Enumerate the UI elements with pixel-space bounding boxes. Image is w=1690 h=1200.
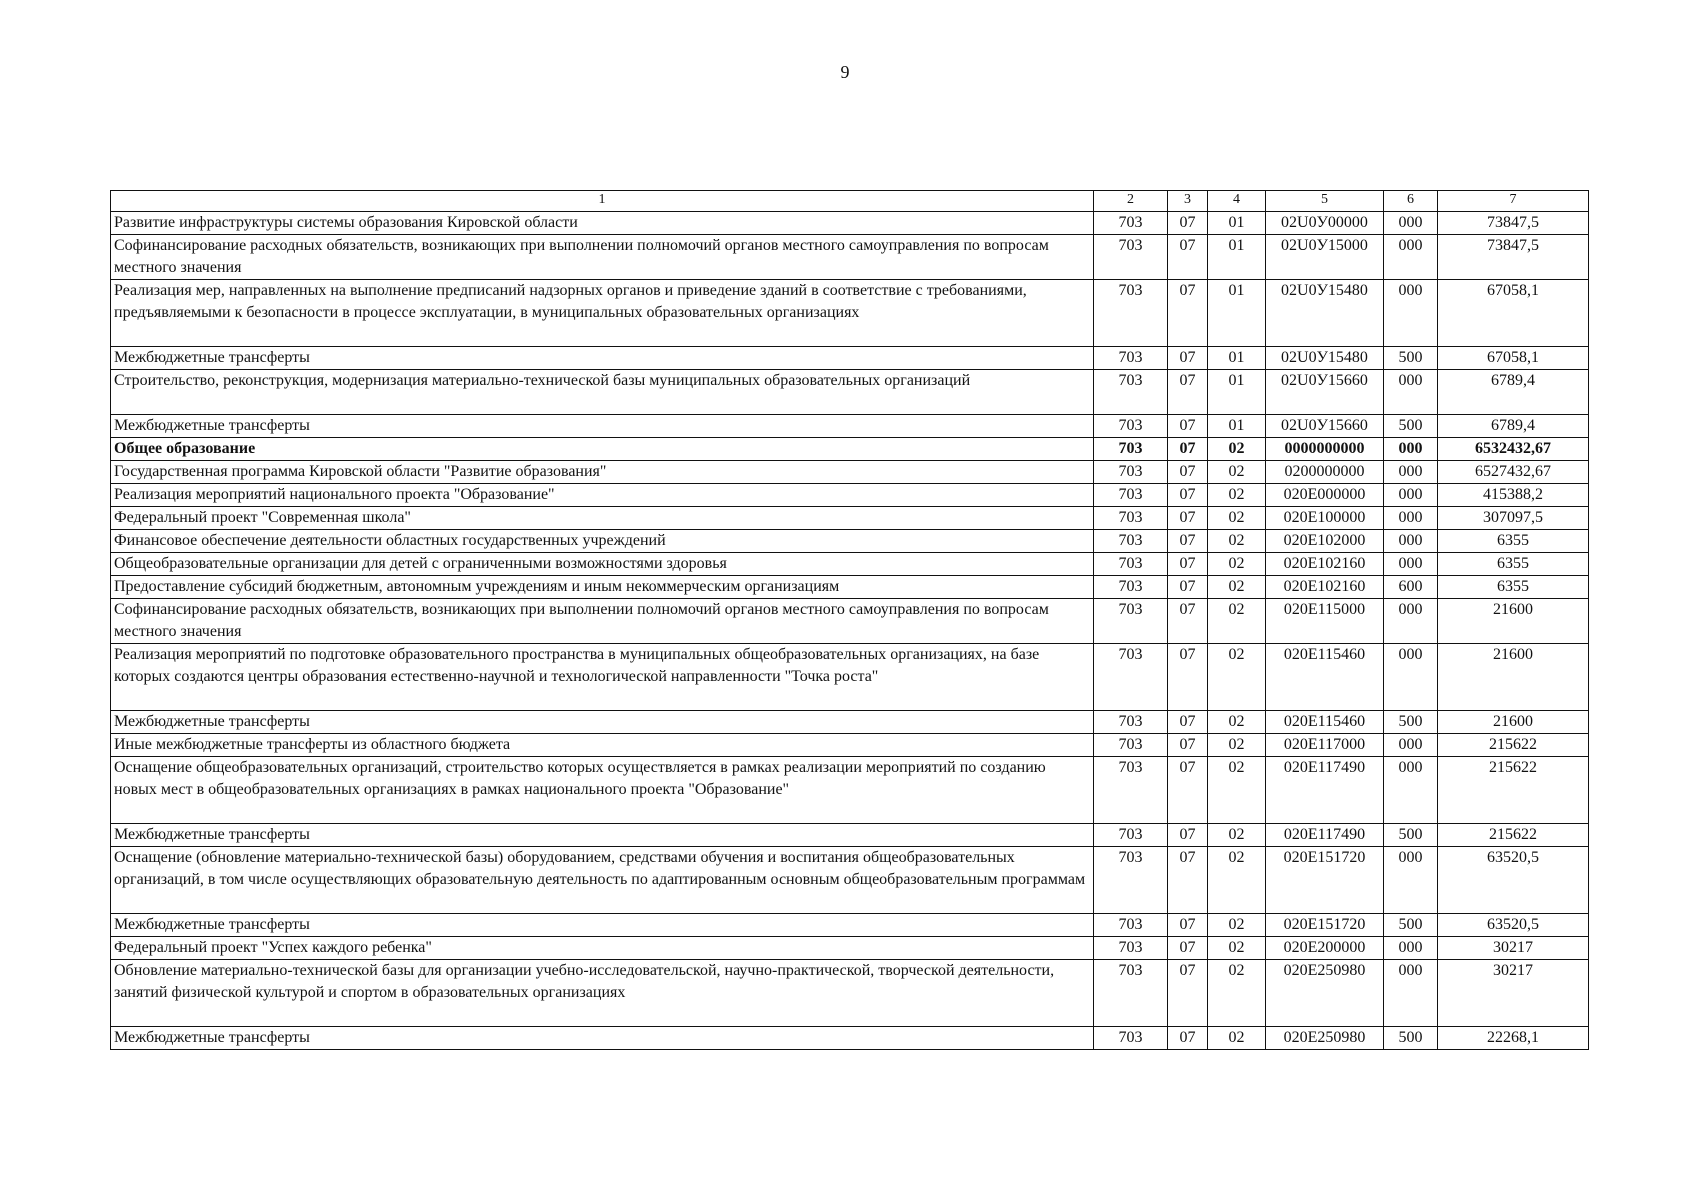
table-row bbox=[111, 644, 1589, 711]
row-name-cell: Межбюджетные трансферты bbox=[111, 914, 1094, 937]
amount-cell: 6789,4 bbox=[1438, 415, 1589, 438]
expense-type-cell: 000 bbox=[1384, 212, 1438, 235]
subsection-code-cell: 02 bbox=[1208, 937, 1266, 960]
amount-cell: 215622 bbox=[1438, 757, 1589, 824]
table-row bbox=[111, 212, 1589, 235]
expense-type-cell: 000 bbox=[1384, 484, 1438, 507]
expense-type-cell: 500 bbox=[1384, 914, 1438, 937]
row-name-cell: Строительство, реконструкция, модернизация материально-технической базы муниципальных образовательных организаций bbox=[111, 370, 1094, 415]
row-name-cell: Реализация мер, направленных на выполнение предписаний надзорных органов и приведение зданий в соответствие с требованиями, предъявляемыми к безопасности в процессе эксплуатации, в муниципальных образовательных организациях bbox=[111, 280, 1094, 347]
department-code-cell: 703 bbox=[1094, 937, 1168, 960]
row-name-cell: Предоставление субсидий бюджетным, автономным учреждениям и иным некоммерческим организациям bbox=[111, 576, 1094, 599]
row-name-cell: Общеобразовательные организации для детей с ограниченными возможностями здоровья bbox=[111, 553, 1094, 576]
section-code-cell: 07 bbox=[1168, 757, 1208, 824]
section-code-cell: 07 bbox=[1168, 484, 1208, 507]
table-row bbox=[111, 438, 1589, 461]
amount-cell: 67058,1 bbox=[1438, 347, 1589, 370]
department-code-cell: 703 bbox=[1094, 757, 1168, 824]
expense-type-cell: 000 bbox=[1384, 847, 1438, 914]
column-header: 4 bbox=[1208, 191, 1266, 212]
table-row bbox=[111, 370, 1589, 415]
expense-type-cell: 500 bbox=[1384, 1027, 1438, 1050]
section-code-cell: 07 bbox=[1168, 370, 1208, 415]
section-code-cell: 07 bbox=[1168, 212, 1208, 235]
subsection-code-cell: 01 bbox=[1208, 212, 1266, 235]
row-name-cell: Федеральный проект "Успех каждого ребенка" bbox=[111, 937, 1094, 960]
row-name-cell: Межбюджетные трансферты bbox=[111, 711, 1094, 734]
amount-cell: 6532432,67 bbox=[1438, 438, 1589, 461]
expense-type-cell: 500 bbox=[1384, 415, 1438, 438]
amount-cell: 73847,5 bbox=[1438, 235, 1589, 280]
department-code-cell: 703 bbox=[1094, 644, 1168, 711]
expense-type-cell: 000 bbox=[1384, 438, 1438, 461]
amount-cell: 22268,1 bbox=[1438, 1027, 1589, 1050]
section-code-cell: 07 bbox=[1168, 847, 1208, 914]
subsection-code-cell: 02 bbox=[1208, 507, 1266, 530]
table-row bbox=[111, 553, 1589, 576]
section-code-cell: 07 bbox=[1168, 937, 1208, 960]
target-article-cell: 02U0У15480 bbox=[1266, 347, 1384, 370]
section-code-cell: 07 bbox=[1168, 576, 1208, 599]
table-row bbox=[111, 757, 1589, 824]
column-header: 1 bbox=[111, 191, 1094, 212]
target-article-cell: 020E151720 bbox=[1266, 914, 1384, 937]
department-code-cell: 703 bbox=[1094, 280, 1168, 347]
row-name-cell: Обновление материально-технической базы для организации учебно-исследовательской, научно-практической, творческой деятельности, занятий физической культурой и спортом в образовательных организациях bbox=[111, 960, 1094, 1027]
amount-cell: 63520,5 bbox=[1438, 847, 1589, 914]
target-article-cell: 020E117490 bbox=[1266, 824, 1384, 847]
table-row bbox=[111, 461, 1589, 484]
target-article-cell: 020E200000 bbox=[1266, 937, 1384, 960]
table-row bbox=[111, 280, 1589, 347]
expense-type-cell: 500 bbox=[1384, 347, 1438, 370]
row-name-cell: Оснащение (обновление материально-технической базы) оборудованием, средствами обучения и воспитания общеобразовательных организаций, в том числе осуществляющих образовательную деятельность по адаптированным основным общеобразовательным программам bbox=[111, 847, 1094, 914]
subsection-code-cell: 02 bbox=[1208, 484, 1266, 507]
section-code-cell: 07 bbox=[1168, 1027, 1208, 1050]
subsection-code-cell: 02 bbox=[1208, 711, 1266, 734]
subsection-code-cell: 02 bbox=[1208, 530, 1266, 553]
target-article-cell: 020E100000 bbox=[1266, 507, 1384, 530]
amount-cell: 30217 bbox=[1438, 960, 1589, 1027]
target-article-cell: 0000000000 bbox=[1266, 438, 1384, 461]
row-name-cell: Иные межбюджетные трансферты из областного бюджета bbox=[111, 734, 1094, 757]
table-row bbox=[111, 711, 1589, 734]
section-code-cell: 07 bbox=[1168, 280, 1208, 347]
expense-type-cell: 500 bbox=[1384, 711, 1438, 734]
row-name-cell: Межбюджетные трансферты bbox=[111, 415, 1094, 438]
table-row bbox=[111, 824, 1589, 847]
column-header: 5 bbox=[1266, 191, 1384, 212]
row-name-cell: Реализация мероприятий по подготовке образовательного пространства в муниципальных общеобразовательных организациях, на базе которых создаются центры образования естественно-научной и технологической направленности "Точка роста" bbox=[111, 644, 1094, 711]
section-code-cell: 07 bbox=[1168, 553, 1208, 576]
row-name-cell: Общее образование bbox=[111, 438, 1094, 461]
amount-cell: 215622 bbox=[1438, 824, 1589, 847]
department-code-cell: 703 bbox=[1094, 824, 1168, 847]
table-row bbox=[111, 937, 1589, 960]
expense-type-cell: 000 bbox=[1384, 599, 1438, 644]
amount-cell: 307097,5 bbox=[1438, 507, 1589, 530]
department-code-cell: 703 bbox=[1094, 576, 1168, 599]
amount-cell: 6527432,67 bbox=[1438, 461, 1589, 484]
target-article-cell: 020E102160 bbox=[1266, 553, 1384, 576]
subsection-code-cell: 01 bbox=[1208, 347, 1266, 370]
expense-type-cell: 000 bbox=[1384, 461, 1438, 484]
department-code-cell: 703 bbox=[1094, 1027, 1168, 1050]
target-article-cell: 02U0У15000 bbox=[1266, 235, 1384, 280]
column-header: 7 bbox=[1438, 191, 1589, 212]
subsection-code-cell: 02 bbox=[1208, 576, 1266, 599]
expense-type-cell: 000 bbox=[1384, 235, 1438, 280]
target-article-cell: 020E115000 bbox=[1266, 599, 1384, 644]
section-code-cell: 07 bbox=[1168, 347, 1208, 370]
row-name-cell: Межбюджетные трансферты bbox=[111, 824, 1094, 847]
section-code-cell: 07 bbox=[1168, 235, 1208, 280]
subsection-code-cell: 02 bbox=[1208, 599, 1266, 644]
target-article-cell: 020E117490 bbox=[1266, 757, 1384, 824]
column-header: 6 bbox=[1384, 191, 1438, 212]
expense-type-cell: 000 bbox=[1384, 734, 1438, 757]
subsection-code-cell: 02 bbox=[1208, 438, 1266, 461]
section-code-cell: 07 bbox=[1168, 530, 1208, 553]
department-code-cell: 703 bbox=[1094, 347, 1168, 370]
section-code-cell: 07 bbox=[1168, 644, 1208, 711]
row-name-cell: Реализация мероприятий национального проекта "Образование" bbox=[111, 484, 1094, 507]
target-article-cell: 020E115460 bbox=[1266, 711, 1384, 734]
table-row bbox=[111, 847, 1589, 914]
expense-type-cell: 000 bbox=[1384, 370, 1438, 415]
department-code-cell: 703 bbox=[1094, 914, 1168, 937]
table-row bbox=[111, 415, 1589, 438]
subsection-code-cell: 02 bbox=[1208, 1027, 1266, 1050]
amount-cell: 215622 bbox=[1438, 734, 1589, 757]
department-code-cell: 703 bbox=[1094, 438, 1168, 461]
expense-type-cell: 000 bbox=[1384, 644, 1438, 711]
row-name-cell: Софинансирование расходных обязательств, возникающих при выполнении полномочий органов местного самоуправления по вопросам местного значения bbox=[111, 599, 1094, 644]
table-row bbox=[111, 960, 1589, 1027]
row-name-cell: Оснащение общеобразовательных организаций, строительство которых осуществляется в рамках реализации мероприятий по созданию новых мест в общеобразовательных организациях в рамках национального проекта "Образование" bbox=[111, 757, 1094, 824]
amount-cell: 6355 bbox=[1438, 553, 1589, 576]
table-row bbox=[111, 530, 1589, 553]
department-code-cell: 703 bbox=[1094, 734, 1168, 757]
subsection-code-cell: 02 bbox=[1208, 757, 1266, 824]
section-code-cell: 07 bbox=[1168, 461, 1208, 484]
column-header: 2 bbox=[1094, 191, 1168, 212]
row-name-cell: Межбюджетные трансферты bbox=[111, 1027, 1094, 1050]
section-code-cell: 07 bbox=[1168, 824, 1208, 847]
amount-cell: 6355 bbox=[1438, 576, 1589, 599]
expense-type-cell: 000 bbox=[1384, 530, 1438, 553]
expense-type-cell: 000 bbox=[1384, 757, 1438, 824]
target-article-cell: 020E102160 bbox=[1266, 576, 1384, 599]
table-row bbox=[111, 734, 1589, 757]
amount-cell: 415388,2 bbox=[1438, 484, 1589, 507]
section-code-cell: 07 bbox=[1168, 415, 1208, 438]
amount-cell: 73847,5 bbox=[1438, 212, 1589, 235]
expense-type-cell: 600 bbox=[1384, 576, 1438, 599]
target-article-cell: 020E250980 bbox=[1266, 960, 1384, 1027]
row-name-cell: Финансовое обеспечение деятельности областных государственных учреждений bbox=[111, 530, 1094, 553]
target-article-cell: 020E115460 bbox=[1266, 644, 1384, 711]
expense-type-cell: 000 bbox=[1384, 553, 1438, 576]
table-row bbox=[111, 235, 1589, 280]
target-article-cell: 020E250980 bbox=[1266, 1027, 1384, 1050]
amount-cell: 21600 bbox=[1438, 644, 1589, 711]
department-code-cell: 703 bbox=[1094, 599, 1168, 644]
department-code-cell: 703 bbox=[1094, 484, 1168, 507]
row-name-cell: Федеральный проект "Современная школа" bbox=[111, 507, 1094, 530]
department-code-cell: 703 bbox=[1094, 461, 1168, 484]
target-article-cell: 02U0У00000 bbox=[1266, 212, 1384, 235]
row-name-cell: Развитие инфраструктуры системы образования Кировской области bbox=[111, 212, 1094, 235]
section-code-cell: 07 bbox=[1168, 914, 1208, 937]
target-article-cell: 02U0У15480 bbox=[1266, 280, 1384, 347]
subsection-code-cell: 02 bbox=[1208, 644, 1266, 711]
table-row bbox=[111, 1027, 1589, 1050]
subsection-code-cell: 01 bbox=[1208, 415, 1266, 438]
expense-type-cell: 000 bbox=[1384, 507, 1438, 530]
expense-type-cell: 000 bbox=[1384, 280, 1438, 347]
table-row bbox=[111, 507, 1589, 530]
department-code-cell: 703 bbox=[1094, 711, 1168, 734]
subsection-code-cell: 02 bbox=[1208, 960, 1266, 1027]
section-code-cell: 07 bbox=[1168, 438, 1208, 461]
target-article-cell: 02U0У15660 bbox=[1266, 415, 1384, 438]
expense-type-cell: 000 bbox=[1384, 937, 1438, 960]
section-code-cell: 07 bbox=[1168, 599, 1208, 644]
department-code-cell: 703 bbox=[1094, 415, 1168, 438]
row-name-cell: Межбюджетные трансферты bbox=[111, 347, 1094, 370]
amount-cell: 21600 bbox=[1438, 711, 1589, 734]
table-row bbox=[111, 347, 1589, 370]
target-article-cell: 02U0У15660 bbox=[1266, 370, 1384, 415]
subsection-code-cell: 01 bbox=[1208, 280, 1266, 347]
target-article-cell: 020E102000 bbox=[1266, 530, 1384, 553]
table-header-row bbox=[111, 191, 1589, 212]
table-row bbox=[111, 914, 1589, 937]
amount-cell: 6355 bbox=[1438, 530, 1589, 553]
expense-type-cell: 000 bbox=[1384, 960, 1438, 1027]
table-row bbox=[111, 576, 1589, 599]
subsection-code-cell: 02 bbox=[1208, 847, 1266, 914]
amount-cell: 6789,4 bbox=[1438, 370, 1589, 415]
row-name-cell: Государственная программа Кировской области "Развитие образования" bbox=[111, 461, 1094, 484]
department-code-cell: 703 bbox=[1094, 847, 1168, 914]
target-article-cell: 020E117000 bbox=[1266, 734, 1384, 757]
subsection-code-cell: 02 bbox=[1208, 824, 1266, 847]
page-number: 9 bbox=[840, 62, 850, 82]
section-code-cell: 07 bbox=[1168, 711, 1208, 734]
column-header: 3 bbox=[1168, 191, 1208, 212]
subsection-code-cell: 02 bbox=[1208, 553, 1266, 576]
amount-cell: 21600 bbox=[1438, 599, 1589, 644]
row-name-cell: Софинансирование расходных обязательств, возникающих при выполнении полномочий органов местного самоуправления по вопросам местного значения bbox=[111, 235, 1094, 280]
department-code-cell: 703 bbox=[1094, 530, 1168, 553]
subsection-code-cell: 02 bbox=[1208, 734, 1266, 757]
amount-cell: 67058,1 bbox=[1438, 280, 1589, 347]
department-code-cell: 703 bbox=[1094, 507, 1168, 530]
subsection-code-cell: 01 bbox=[1208, 235, 1266, 280]
budget-table bbox=[110, 190, 1589, 1050]
subsection-code-cell: 01 bbox=[1208, 370, 1266, 415]
department-code-cell: 703 bbox=[1094, 370, 1168, 415]
table-row bbox=[111, 484, 1589, 507]
department-code-cell: 703 bbox=[1094, 212, 1168, 235]
amount-cell: 30217 bbox=[1438, 937, 1589, 960]
section-code-cell: 07 bbox=[1168, 734, 1208, 757]
amount-cell: 63520,5 bbox=[1438, 914, 1589, 937]
department-code-cell: 703 bbox=[1094, 235, 1168, 280]
target-article-cell: 020E151720 bbox=[1266, 847, 1384, 914]
section-code-cell: 07 bbox=[1168, 960, 1208, 1027]
department-code-cell: 703 bbox=[1094, 960, 1168, 1027]
subsection-code-cell: 02 bbox=[1208, 461, 1266, 484]
subsection-code-cell: 02 bbox=[1208, 914, 1266, 937]
department-code-cell: 703 bbox=[1094, 553, 1168, 576]
target-article-cell: 0200000000 bbox=[1266, 461, 1384, 484]
section-code-cell: 07 bbox=[1168, 507, 1208, 530]
expense-type-cell: 500 bbox=[1384, 824, 1438, 847]
table-row bbox=[111, 599, 1589, 644]
target-article-cell: 020E000000 bbox=[1266, 484, 1384, 507]
